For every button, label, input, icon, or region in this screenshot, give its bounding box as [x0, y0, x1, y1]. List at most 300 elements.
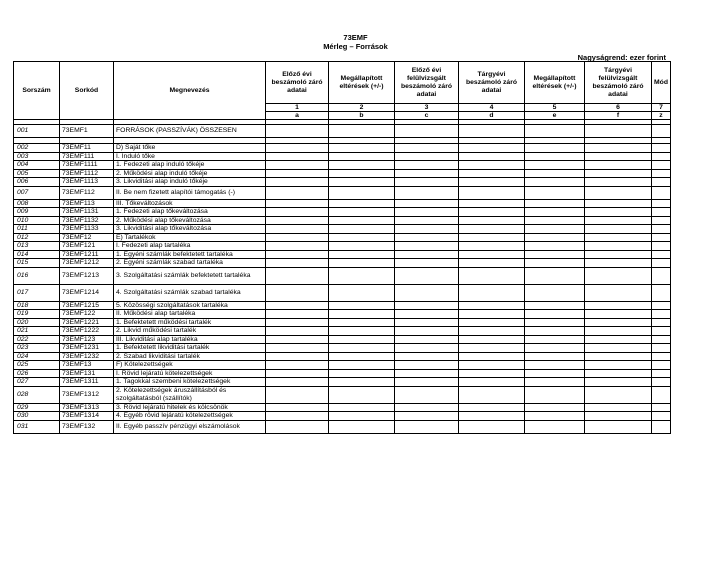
value-cell-5[interactable]	[525, 259, 585, 268]
col-number-2: 2	[329, 104, 395, 112]
value-cell-6[interactable]	[585, 242, 652, 251]
table-row	[14, 378, 671, 387]
value-cell-6[interactable]	[585, 250, 652, 259]
value-cell-5[interactable]	[525, 420, 585, 433]
value-cell-2[interactable]	[329, 208, 395, 217]
table-row	[14, 186, 671, 199]
report-subtitle: Mérleg – Források	[323, 42, 388, 51]
value-cell-2[interactable]	[329, 412, 395, 421]
value-cell-7[interactable]	[652, 225, 671, 234]
value-cell-7[interactable]	[652, 386, 671, 403]
value-cell-4[interactable]	[459, 259, 525, 268]
value-cell-4[interactable]	[459, 216, 525, 225]
value-cell-4[interactable]	[459, 361, 525, 370]
table-row	[14, 216, 671, 225]
value-cell-7[interactable]	[652, 178, 671, 187]
value-cell-4[interactable]	[459, 125, 525, 138]
row-name: 2. Szabad likviditási tartalék	[114, 352, 266, 361]
value-cell-3[interactable]	[395, 412, 459, 421]
value-cell-4[interactable]	[459, 199, 525, 208]
value-cell-3[interactable]	[395, 161, 459, 170]
row-name: II. Be nem fizetett alapítói támogatás (-)	[114, 186, 266, 199]
value-cell-4[interactable]	[459, 344, 525, 353]
value-cell-4[interactable]	[459, 186, 525, 199]
row-code: 73EMF1112	[60, 169, 114, 178]
row-name: 1. Befektetett likviditási tartalék	[114, 344, 266, 353]
value-cell-4[interactable]	[459, 318, 525, 327]
value-cell-1[interactable]	[266, 259, 329, 268]
value-cell-3[interactable]	[395, 284, 459, 301]
value-cell-4[interactable]	[459, 386, 525, 403]
value-cell-4[interactable]	[459, 144, 525, 153]
value-cell-4[interactable]	[459, 369, 525, 378]
value-cell-2[interactable]	[329, 161, 395, 170]
value-cell-2[interactable]	[329, 403, 395, 412]
row-number: 015	[14, 259, 60, 268]
value-cell-2[interactable]	[329, 250, 395, 259]
row-name: II. Egyéb passzív pénzügyi elszámolások	[114, 420, 266, 433]
value-cell-4[interactable]	[459, 178, 525, 187]
value-cell-2[interactable]	[329, 125, 395, 138]
value-cell-6[interactable]	[585, 301, 652, 310]
value-cell-7[interactable]	[652, 403, 671, 412]
value-cell-3[interactable]	[395, 208, 459, 217]
row-name: 2. Kötelezettségek áruszállításból és szolgáltatásból (szállítók)	[114, 386, 266, 403]
value-cell-4[interactable]	[459, 250, 525, 259]
value-cell-7[interactable]	[652, 186, 671, 199]
value-cell-2[interactable]	[329, 216, 395, 225]
value-cell-7[interactable]	[652, 344, 671, 353]
row-code: 73EMF1111	[60, 161, 114, 170]
value-cell-7[interactable]	[652, 361, 671, 370]
value-cell-2[interactable]	[329, 178, 395, 187]
value-cell-4[interactable]	[459, 152, 525, 161]
value-cell-4[interactable]	[459, 169, 525, 178]
value-cell-3[interactable]	[395, 233, 459, 242]
table-row	[14, 250, 671, 259]
value-cell-3[interactable]	[395, 378, 459, 387]
value-cell-6[interactable]	[585, 225, 652, 234]
row-code: 73EMF1211	[60, 250, 114, 259]
value-cell-1[interactable]	[266, 152, 329, 161]
value-cell-5[interactable]	[525, 403, 585, 412]
value-cell-5[interactable]	[525, 178, 585, 187]
value-cell-2[interactable]	[329, 259, 395, 268]
value-cell-5[interactable]	[525, 208, 585, 217]
value-cell-1[interactable]	[266, 403, 329, 412]
value-cell-7[interactable]	[652, 144, 671, 153]
table-row	[14, 369, 671, 378]
value-cell-2[interactable]	[329, 335, 395, 344]
value-cell-2[interactable]	[329, 386, 395, 403]
value-cell-1[interactable]	[266, 386, 329, 403]
value-cell-1[interactable]	[266, 284, 329, 301]
value-cell-4[interactable]	[459, 420, 525, 433]
value-cell-4[interactable]	[459, 335, 525, 344]
row-code: 73EMF13	[60, 361, 114, 370]
value-cell-1[interactable]	[266, 361, 329, 370]
row-number: 013	[14, 242, 60, 251]
value-cell-6[interactable]	[585, 284, 652, 301]
value-cell-1[interactable]	[266, 344, 329, 353]
value-cell-3[interactable]	[395, 242, 459, 251]
value-cell-1[interactable]	[266, 310, 329, 319]
value-cell-6[interactable]	[585, 178, 652, 187]
value-cell-1[interactable]	[266, 216, 329, 225]
row-name: 2. Működési alap induló tőkéje	[114, 169, 266, 178]
value-cell-5[interactable]	[525, 310, 585, 319]
value-cell-3[interactable]	[395, 199, 459, 208]
value-cell-2[interactable]	[329, 169, 395, 178]
row-name: 3. Rövid lejáratú hitelek és kölcsönök	[114, 403, 266, 412]
col-header-c1: Előző évi beszámoló záró adatai	[266, 62, 329, 104]
row-code: 73EMF131	[60, 369, 114, 378]
value-cell-7[interactable]	[652, 378, 671, 387]
value-cell-2[interactable]	[329, 301, 395, 310]
row-code: 73EMF1312	[60, 386, 114, 403]
row-name: D) Saját tőke	[114, 144, 266, 153]
value-cell-2[interactable]	[329, 369, 395, 378]
value-cell-3[interactable]	[395, 344, 459, 353]
value-cell-1[interactable]	[266, 352, 329, 361]
value-cell-3[interactable]	[395, 327, 459, 336]
value-cell-7[interactable]	[652, 420, 671, 433]
row-code: 73EMF12	[60, 233, 114, 242]
value-cell-4[interactable]	[459, 412, 525, 421]
value-cell-3[interactable]	[395, 369, 459, 378]
value-cell-2[interactable]	[329, 284, 395, 301]
value-cell-6[interactable]	[585, 386, 652, 403]
col-letter-6: f	[585, 112, 652, 120]
value-cell-2[interactable]	[329, 152, 395, 161]
row-code: 73EMF1	[60, 125, 114, 138]
value-cell-5[interactable]	[525, 225, 585, 234]
value-cell-4[interactable]	[459, 352, 525, 361]
value-cell-5[interactable]	[525, 169, 585, 178]
value-cell-2[interactable]	[329, 420, 395, 433]
value-cell-1[interactable]	[266, 267, 329, 284]
value-cell-6[interactable]	[585, 335, 652, 344]
value-cell-5[interactable]	[525, 327, 585, 336]
value-cell-7[interactable]	[652, 208, 671, 217]
value-cell-1[interactable]	[266, 208, 329, 217]
value-cell-2[interactable]	[329, 233, 395, 242]
value-cell-2[interactable]	[329, 310, 395, 319]
value-cell-2[interactable]	[329, 144, 395, 153]
value-cell-5[interactable]	[525, 242, 585, 251]
value-cell-7[interactable]	[652, 161, 671, 170]
value-cell-5[interactable]	[525, 284, 585, 301]
value-cell-1[interactable]	[266, 369, 329, 378]
row-name: 1. Befektetett működési tartalék	[114, 318, 266, 327]
value-cell-1[interactable]	[266, 301, 329, 310]
row-code: 73EMF111	[60, 152, 114, 161]
row-number: 018	[14, 301, 60, 310]
value-cell-7[interactable]	[652, 216, 671, 225]
value-cell-2[interactable]	[329, 242, 395, 251]
row-name: 4. Egyéb rövid lejáratú kötelezettségek	[114, 412, 266, 421]
value-cell-7[interactable]	[652, 250, 671, 259]
row-number: 023	[14, 344, 60, 353]
table-row	[14, 335, 671, 344]
col-header-megnevezes: Megnevezés	[114, 62, 266, 120]
row-name: 2. Működési alap tőkeváltozása	[114, 216, 266, 225]
value-cell-3[interactable]	[395, 186, 459, 199]
value-cell-7[interactable]	[652, 284, 671, 301]
value-cell-5[interactable]	[525, 125, 585, 138]
value-cell-2[interactable]	[329, 199, 395, 208]
value-cell-6[interactable]	[585, 352, 652, 361]
value-cell-6[interactable]	[585, 403, 652, 412]
report-code: 73EMF	[343, 33, 368, 42]
value-cell-6[interactable]	[585, 125, 652, 138]
value-cell-4[interactable]	[459, 403, 525, 412]
value-cell-1[interactable]	[266, 335, 329, 344]
value-cell-7[interactable]	[652, 327, 671, 336]
value-cell-1[interactable]	[266, 250, 329, 259]
value-cell-4[interactable]	[459, 267, 525, 284]
value-cell-5[interactable]	[525, 386, 585, 403]
value-cell-3[interactable]	[395, 318, 459, 327]
value-cell-5[interactable]	[525, 216, 585, 225]
value-cell-7[interactable]	[652, 310, 671, 319]
value-cell-3[interactable]	[395, 178, 459, 187]
value-cell-5[interactable]	[525, 369, 585, 378]
value-cell-6[interactable]	[585, 208, 652, 217]
row-code: 73EMF1311	[60, 378, 114, 387]
row-name: 3. Likviditási alap induló tőkéje	[114, 178, 266, 187]
value-cell-6[interactable]	[585, 361, 652, 370]
col-letter-5: e	[525, 112, 585, 120]
row-code: 73EMF112	[60, 186, 114, 199]
value-cell-4[interactable]	[459, 225, 525, 234]
row-number: 008	[14, 199, 60, 208]
value-cell-7[interactable]	[652, 242, 671, 251]
row-code: 73EMF1231	[60, 344, 114, 353]
value-cell-3[interactable]	[395, 420, 459, 433]
value-cell-5[interactable]	[525, 161, 585, 170]
value-cell-5[interactable]	[525, 250, 585, 259]
value-cell-2[interactable]	[329, 327, 395, 336]
value-cell-1[interactable]	[266, 161, 329, 170]
value-cell-4[interactable]	[459, 378, 525, 387]
table-row	[14, 144, 671, 153]
row-name: III. Tőkeváltozások	[114, 199, 266, 208]
value-cell-5[interactable]	[525, 378, 585, 387]
value-cell-6[interactable]	[585, 310, 652, 319]
value-cell-7[interactable]	[652, 259, 671, 268]
row-number: 031	[14, 420, 60, 433]
value-cell-1[interactable]	[266, 199, 329, 208]
col-number-6: 6	[585, 104, 652, 112]
value-cell-1[interactable]	[266, 178, 329, 187]
row-code: 73EMF11	[60, 144, 114, 153]
value-cell-1[interactable]	[266, 233, 329, 242]
table-row	[14, 301, 671, 310]
value-cell-2[interactable]	[329, 352, 395, 361]
value-cell-4[interactable]	[459, 242, 525, 251]
value-cell-3[interactable]	[395, 310, 459, 319]
value-cell-6[interactable]	[585, 267, 652, 284]
table-row	[14, 208, 671, 217]
table-row	[14, 361, 671, 370]
value-cell-5[interactable]	[525, 199, 585, 208]
table-row	[14, 403, 671, 412]
value-cell-7[interactable]	[652, 267, 671, 284]
value-cell-7[interactable]	[652, 352, 671, 361]
value-cell-7[interactable]	[652, 125, 671, 138]
value-cell-3[interactable]	[395, 225, 459, 234]
row-code: 73EMF1221	[60, 318, 114, 327]
value-cell-7[interactable]	[652, 233, 671, 242]
value-cell-6[interactable]	[585, 186, 652, 199]
value-cell-5[interactable]	[525, 233, 585, 242]
value-cell-4[interactable]	[459, 301, 525, 310]
value-cell-6[interactable]	[585, 152, 652, 161]
value-cell-4[interactable]	[459, 233, 525, 242]
table-row	[14, 152, 671, 161]
row-name: 1. Fedezeti alap tőkeváltozása	[114, 208, 266, 217]
value-cell-4[interactable]	[459, 161, 525, 170]
value-cell-5[interactable]	[525, 361, 585, 370]
value-cell-6[interactable]	[585, 161, 652, 170]
value-cell-6[interactable]	[585, 412, 652, 421]
value-cell-3[interactable]	[395, 259, 459, 268]
table-row	[14, 386, 671, 403]
col-number-7: 7	[652, 104, 671, 112]
value-cell-5[interactable]	[525, 267, 585, 284]
value-cell-2[interactable]	[329, 378, 395, 387]
value-cell-7[interactable]	[652, 412, 671, 421]
value-cell-2[interactable]	[329, 344, 395, 353]
row-number: 027	[14, 378, 60, 387]
value-cell-3[interactable]	[395, 335, 459, 344]
value-cell-1[interactable]	[266, 186, 329, 199]
value-cell-6[interactable]	[585, 369, 652, 378]
value-cell-7[interactable]	[652, 335, 671, 344]
table-row	[14, 199, 671, 208]
value-cell-7[interactable]	[652, 169, 671, 178]
value-cell-1[interactable]	[266, 412, 329, 421]
value-cell-3[interactable]	[395, 352, 459, 361]
value-cell-6[interactable]	[585, 216, 652, 225]
value-cell-5[interactable]	[525, 301, 585, 310]
col-header-mod: Mód	[652, 62, 671, 104]
value-cell-5[interactable]	[525, 352, 585, 361]
value-cell-6[interactable]	[585, 199, 652, 208]
value-cell-4[interactable]	[459, 310, 525, 319]
value-cell-3[interactable]	[395, 125, 459, 138]
value-cell-2[interactable]	[329, 267, 395, 284]
value-cell-3[interactable]	[395, 267, 459, 284]
row-number: 025	[14, 361, 60, 370]
value-cell-1[interactable]	[266, 125, 329, 138]
value-cell-2[interactable]	[329, 361, 395, 370]
row-name: 1. Egyéni számlák befektetett tartaléka	[114, 250, 266, 259]
table-row	[14, 125, 671, 138]
value-cell-6[interactable]	[585, 378, 652, 387]
row-number: 021	[14, 327, 60, 336]
row-number: 010	[14, 216, 60, 225]
value-cell-7[interactable]	[652, 301, 671, 310]
value-cell-5[interactable]	[525, 335, 585, 344]
value-cell-2[interactable]	[329, 186, 395, 199]
row-name: 5. Közösségi szolgáltatások tartaléka	[114, 301, 266, 310]
value-cell-2[interactable]	[329, 225, 395, 234]
value-cell-4[interactable]	[459, 208, 525, 217]
value-cell-3[interactable]	[395, 216, 459, 225]
row-number: 001	[14, 125, 60, 138]
value-cell-2[interactable]	[329, 318, 395, 327]
value-cell-1[interactable]	[266, 378, 329, 387]
value-cell-3[interactable]	[395, 301, 459, 310]
row-code: 73EMF1113	[60, 178, 114, 187]
table-row	[14, 178, 671, 187]
value-cell-5[interactable]	[525, 186, 585, 199]
value-cell-3[interactable]	[395, 361, 459, 370]
value-cell-4[interactable]	[459, 327, 525, 336]
row-code: 73EMF113	[60, 199, 114, 208]
value-cell-6[interactable]	[585, 259, 652, 268]
value-cell-5[interactable]	[525, 152, 585, 161]
value-cell-1[interactable]	[266, 169, 329, 178]
value-cell-1[interactable]	[266, 318, 329, 327]
col-number-5: 5	[525, 104, 585, 112]
value-cell-7[interactable]	[652, 199, 671, 208]
value-cell-4[interactable]	[459, 284, 525, 301]
value-cell-7[interactable]	[652, 152, 671, 161]
value-cell-5[interactable]	[525, 412, 585, 421]
value-cell-5[interactable]	[525, 344, 585, 353]
value-cell-3[interactable]	[395, 386, 459, 403]
row-name: 2. Egyéni számlák szabad tartaléka	[114, 259, 266, 268]
row-name: III. Likviditási alap tartaléka	[114, 335, 266, 344]
row-name: E) Tartalékok	[114, 233, 266, 242]
value-cell-1[interactable]	[266, 420, 329, 433]
value-cell-7[interactable]	[652, 318, 671, 327]
row-number: 003	[14, 152, 60, 161]
value-cell-6[interactable]	[585, 318, 652, 327]
col-header-sorkod: Sorkód	[60, 62, 114, 120]
value-cell-6[interactable]	[585, 344, 652, 353]
value-cell-5[interactable]	[525, 144, 585, 153]
value-cell-6[interactable]	[585, 327, 652, 336]
value-cell-3[interactable]	[395, 152, 459, 161]
table-row	[14, 267, 671, 284]
value-cell-3[interactable]	[395, 250, 459, 259]
value-cell-7[interactable]	[652, 369, 671, 378]
value-cell-3[interactable]	[395, 169, 459, 178]
value-cell-5[interactable]	[525, 318, 585, 327]
value-cell-6[interactable]	[585, 144, 652, 153]
value-cell-1[interactable]	[266, 144, 329, 153]
row-code: 73EMF122	[60, 310, 114, 319]
table-row	[14, 225, 671, 234]
row-number: 030	[14, 412, 60, 421]
value-cell-1[interactable]	[266, 225, 329, 234]
value-cell-3[interactable]	[395, 144, 459, 153]
value-cell-6[interactable]	[585, 169, 652, 178]
table-row	[14, 284, 671, 301]
value-cell-1[interactable]	[266, 242, 329, 251]
value-cell-6[interactable]	[585, 233, 652, 242]
row-number: 004	[14, 161, 60, 170]
value-cell-1[interactable]	[266, 327, 329, 336]
value-cell-6[interactable]	[585, 420, 652, 433]
col-header-c4: Tárgyévi beszámoló záró adatai	[459, 62, 525, 104]
row-name: 3. Likviditási alap tőkeváltozása	[114, 225, 266, 234]
value-cell-3[interactable]	[395, 403, 459, 412]
